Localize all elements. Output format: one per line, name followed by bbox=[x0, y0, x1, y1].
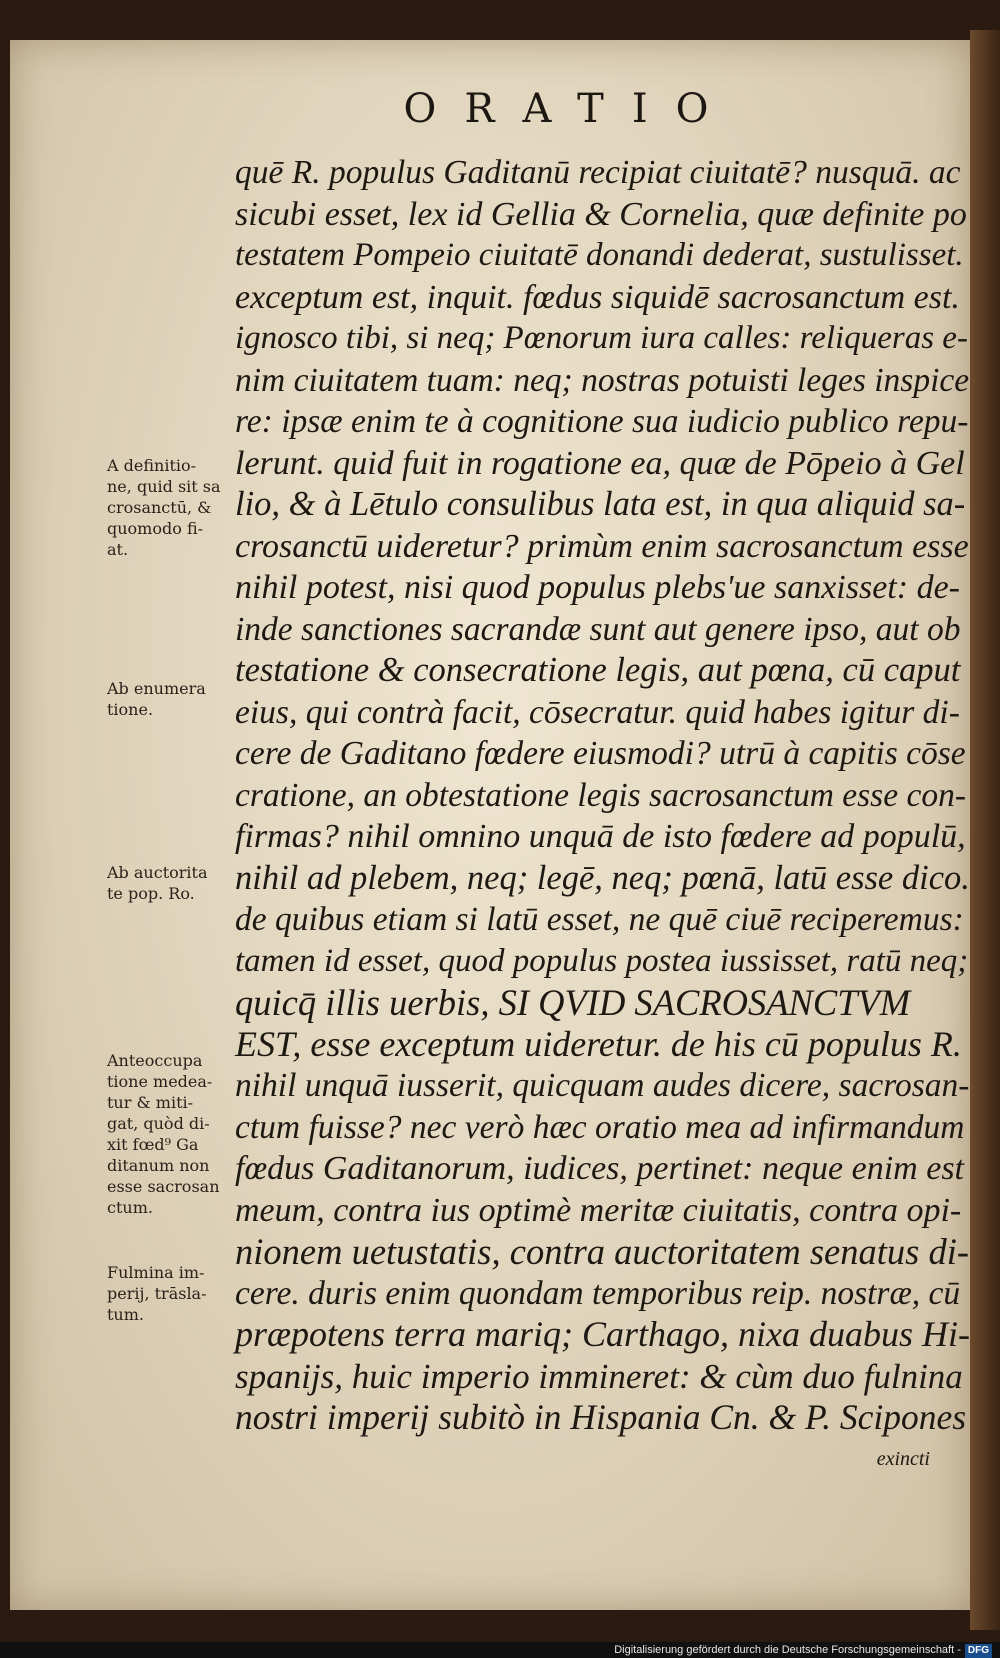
text-line: ignosco tibi, si neq; Pœnorum iura calles: reliqueras e- bbox=[235, 320, 968, 356]
marginal-note-line: A definitio- bbox=[107, 456, 197, 475]
text-line: præpotens terra mariq; Carthago, nixa duabus Hi- bbox=[235, 1314, 971, 1354]
text-line: testatione & consecratione legis, aut pœna, cū caput bbox=[235, 651, 961, 689]
marginal-note-line: crosanctū, & bbox=[107, 498, 212, 517]
text-line: nihil potest, nisi quod populus plebs'ue sanxisset: de- bbox=[235, 569, 960, 606]
text-line: cere. duris enim quondam temporibus reip. nostræ, cū bbox=[235, 1274, 961, 1312]
marginal-note-line: tione. bbox=[107, 700, 154, 719]
text-line: de quibus etiam si latū esset, ne quē ciuē reciperemus: bbox=[235, 901, 964, 938]
digitization-credit bbox=[614, 1643, 992, 1658]
marginal-note-line: tione medea- bbox=[107, 1072, 213, 1091]
text-line: lerunt. quid fuit in rogatione ea, quæ de Pōpeio à Gel bbox=[235, 444, 965, 482]
text-line: fœdus Gaditanorum, iudices, pertinet: neque enim est bbox=[235, 1150, 965, 1187]
text-line: nim ciuitatem tuam: neq; nostras potuisti leges inspice bbox=[235, 361, 970, 399]
marginal-note-line: tum. bbox=[107, 1305, 144, 1324]
text-line: cratione, an obtestatione legis sacrosanctum esse con- bbox=[235, 776, 966, 814]
marginal-note-line: Ab auctorita bbox=[107, 863, 208, 882]
text-line: nionem uetustatis, contra auctoritatem senatus di- bbox=[235, 1231, 969, 1272]
marginal-note-line: xit fœd⁹ Ga bbox=[107, 1135, 199, 1154]
marginal-note-line: quomodo fi- bbox=[107, 519, 204, 538]
text-line: tamen id esset, quod populus postea iussisset, ratū neq; bbox=[235, 942, 969, 979]
text-line: nihil unquā iusserit, quicquam audes dicere, sacrosan- bbox=[235, 1067, 970, 1104]
text-line: nostri imperij subitò in Hispania Cn. & P. Scipones bbox=[235, 1397, 967, 1437]
text-line: nihil ad plebem, neq; legē, neq; pœnā, latū esse dico. bbox=[235, 858, 970, 897]
marginal-note-line: tur & miti- bbox=[107, 1093, 194, 1112]
text-line: eius, qui contrà facit, cōsecratur. quid habes igitur di- bbox=[235, 693, 960, 731]
marginal-note-line: esse sacrosan bbox=[107, 1177, 220, 1196]
marginal-note-line: te pop. Ro. bbox=[107, 884, 195, 903]
marginal-note-line: ne, quid sit sa bbox=[107, 477, 221, 496]
text-line: spanijs, huic imperio immineret: & cùm duo fulnina bbox=[235, 1356, 963, 1396]
marginal-note-authority bbox=[107, 862, 247, 904]
text-line: cere de Gaditano fœdere eiusmodi? utrū à capitis cōse bbox=[235, 735, 966, 772]
book-edge bbox=[970, 30, 1000, 1630]
book-page bbox=[10, 40, 970, 1610]
marginal-note-line: ctum. bbox=[107, 1198, 153, 1217]
marginal-note-line: Fulmina im- bbox=[107, 1263, 205, 1282]
marginal-note-line: at. bbox=[107, 540, 129, 559]
text-line: testatem Pompeio ciuitatē donandi dederat, sustulisset. bbox=[235, 237, 964, 273]
marginal-note-enumeration bbox=[107, 678, 247, 720]
text-line: lio, & à Lētulo consulibus lata est, in qua aliquid sa- bbox=[235, 485, 966, 523]
text-line: meum, contra ius optimè meritæ ciuitatis, contra opi- bbox=[235, 1191, 962, 1229]
marginal-note-line: perij, trāsla- bbox=[107, 1284, 207, 1303]
marginal-note-line: Ab enumera bbox=[107, 679, 206, 698]
text-line: ctum fuisse? nec verò hæc oratio mea ad infirmandum bbox=[235, 1108, 965, 1146]
body-text bbox=[235, 152, 970, 1480]
text-line: crosanctū uideretur? primùm enim sacrosanctum esse bbox=[235, 527, 969, 565]
marginal-note-line: gat, quòd di- bbox=[107, 1114, 210, 1133]
text-line: firmas? nihil omnino unquā de isto fœdere ad populū, bbox=[235, 818, 966, 855]
text-line: exincti bbox=[876, 1447, 930, 1470]
running-head: ORATIO bbox=[403, 86, 737, 132]
text-line: exceptum est, inquit. fœdus siquidē sacrosanctum est. bbox=[235, 278, 960, 316]
dfg-logo: DFG bbox=[965, 1644, 992, 1658]
marginal-note-fulmina bbox=[107, 1262, 247, 1325]
marginal-note-anteoccupation bbox=[107, 1050, 247, 1218]
marginal-note-definition bbox=[107, 455, 247, 560]
text-line: inde sanctiones sacrandæ sunt aut genere ipso, aut ob bbox=[235, 610, 961, 648]
text-line: quē R. populus Gaditanū recipiat ciuitatē? nusquā. ac bbox=[235, 154, 961, 191]
text-line: sicubi esset, lex id Gellia & Cornelia, quæ definite po bbox=[235, 195, 967, 233]
text-line: EST, esse exceptum uideretur. de his cū populus R. bbox=[235, 1023, 962, 1064]
credit-text: Digitalisierung gefördert durch die Deutsche Forschungsgemeinschaft - bbox=[614, 1644, 961, 1656]
marginal-note-line: Anteoccupa bbox=[107, 1051, 203, 1070]
text-line: re: ipsæ enim te à cognitione sua iudicio publico repu- bbox=[235, 403, 969, 440]
marginal-note-line: ditanum non bbox=[107, 1156, 210, 1175]
text-line: quicq̄ illis uerbis, SI QVID SACROSANCTVM bbox=[235, 982, 911, 1023]
